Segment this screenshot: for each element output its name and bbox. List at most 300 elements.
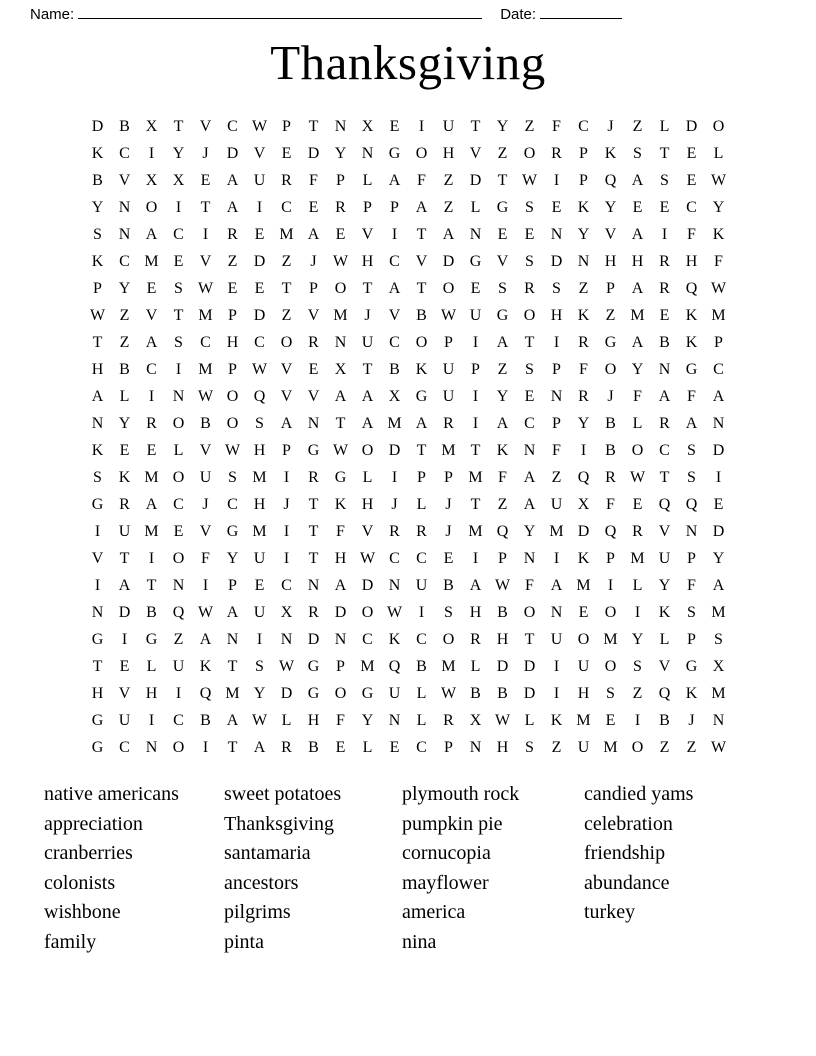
grid-cell[interactable]: T <box>416 442 427 459</box>
grid-cell[interactable]: A <box>361 388 374 405</box>
grid-cell[interactable]: C <box>362 631 373 648</box>
grid-cell[interactable]: G <box>91 712 104 729</box>
grid-cell[interactable]: G <box>307 658 320 675</box>
word-list-item[interactable]: santamaria <box>224 842 311 865</box>
grid-cell[interactable]: M <box>387 415 402 432</box>
grid-cell[interactable]: B <box>146 604 157 621</box>
grid-cell[interactable]: J <box>202 145 209 162</box>
grid-cell[interactable]: V <box>199 442 212 459</box>
grid-cell[interactable]: M <box>360 658 375 675</box>
grid-cell[interactable]: N <box>469 226 482 243</box>
grid-cell[interactable]: T <box>227 739 238 756</box>
grid-cell[interactable]: P <box>417 469 426 486</box>
grid-cell[interactable]: L <box>362 469 373 486</box>
grid-cell[interactable]: A <box>145 496 158 513</box>
grid-cell[interactable]: M <box>468 523 483 540</box>
grid-cell[interactable]: B <box>443 577 454 594</box>
grid-cell[interactable]: H <box>253 442 266 459</box>
grid-cell[interactable]: Q <box>577 469 590 486</box>
grid-cell[interactable]: M <box>279 226 294 243</box>
grid-cell[interactable]: N <box>550 604 563 621</box>
grid-cell[interactable]: O <box>415 334 428 351</box>
grid-cell[interactable]: P <box>336 172 345 189</box>
grid-cell[interactable]: Y <box>361 712 374 729</box>
grid-cell[interactable]: F <box>201 550 210 567</box>
grid-cell[interactable]: A <box>145 226 158 243</box>
grid-cell[interactable]: M <box>441 442 456 459</box>
grid-cell[interactable]: N <box>523 442 536 459</box>
grid-cell[interactable]: C <box>200 334 211 351</box>
grid-cell[interactable]: M <box>711 604 726 621</box>
grid-cell[interactable]: L <box>119 388 130 405</box>
grid-cell[interactable]: R <box>470 631 481 648</box>
grid-cell[interactable]: M <box>549 523 564 540</box>
grid-cell[interactable]: W <box>89 307 106 324</box>
grid-cell[interactable]: E <box>605 712 616 729</box>
grid-cell[interactable]: E <box>389 118 400 135</box>
grid-cell[interactable]: U <box>550 496 563 513</box>
grid-cell[interactable]: N <box>577 253 590 270</box>
grid-cell[interactable]: V <box>469 145 482 162</box>
grid-cell[interactable]: W <box>359 550 376 567</box>
grid-cell[interactable]: N <box>685 523 698 540</box>
grid-cell[interactable]: I <box>715 469 722 486</box>
grid-cell[interactable]: A <box>523 469 536 486</box>
grid-cell[interactable]: P <box>687 550 696 567</box>
grid-cell[interactable]: P <box>714 334 723 351</box>
grid-cell[interactable]: G <box>685 658 698 675</box>
grid-cell[interactable]: K <box>577 199 590 216</box>
grid-cell[interactable]: A <box>631 280 644 297</box>
grid-cell[interactable]: B <box>659 712 670 729</box>
grid-cell[interactable]: W <box>278 658 295 675</box>
grid-cell[interactable]: M <box>144 469 159 486</box>
grid-cell[interactable]: K <box>685 334 698 351</box>
grid-cell[interactable]: C <box>389 334 400 351</box>
grid-cell[interactable]: V <box>199 523 212 540</box>
grid-cell[interactable]: A <box>415 415 428 432</box>
grid-cell[interactable]: V <box>496 253 509 270</box>
grid-cell[interactable]: K <box>577 550 590 567</box>
grid-cell[interactable]: X <box>469 712 482 729</box>
grid-cell[interactable]: Z <box>119 307 130 324</box>
grid-cell[interactable]: P <box>228 307 237 324</box>
grid-cell[interactable]: R <box>308 469 319 486</box>
grid-cell[interactable]: N <box>118 199 131 216</box>
grid-cell[interactable]: M <box>144 523 159 540</box>
grid-cell[interactable]: C <box>389 253 400 270</box>
grid-cell[interactable]: W <box>440 685 457 702</box>
word-list-item[interactable]: ancestors <box>224 871 299 894</box>
date-write-line[interactable] <box>540 6 622 19</box>
grid-cell[interactable]: A <box>226 172 239 189</box>
grid-cell[interactable]: Y <box>118 415 131 432</box>
grid-cell[interactable]: P <box>498 550 507 567</box>
grid-cell[interactable]: I <box>634 712 641 729</box>
grid-cell[interactable]: V <box>658 658 671 675</box>
grid-cell[interactable]: H <box>631 253 644 270</box>
grid-cell[interactable]: R <box>416 523 427 540</box>
grid-cell[interactable]: L <box>281 712 292 729</box>
grid-cell[interactable]: F <box>687 226 696 243</box>
grid-cell[interactable]: Q <box>685 496 698 513</box>
grid-cell[interactable]: V <box>280 388 293 405</box>
grid-cell[interactable]: R <box>524 280 535 297</box>
grid-cell[interactable]: E <box>335 226 346 243</box>
grid-cell[interactable]: Q <box>253 388 266 405</box>
grid-cell[interactable]: Y <box>631 631 644 648</box>
grid-cell[interactable]: U <box>361 334 374 351</box>
grid-cell[interactable]: W <box>710 280 727 297</box>
grid-cell[interactable]: E <box>254 226 265 243</box>
grid-cell[interactable]: Z <box>173 631 184 648</box>
grid-cell[interactable]: W <box>629 469 646 486</box>
grid-cell[interactable]: O <box>604 658 617 675</box>
grid-cell[interactable]: I <box>202 226 209 243</box>
grid-cell[interactable]: Q <box>496 523 509 540</box>
grid-cell[interactable]: G <box>334 469 347 486</box>
grid-cell[interactable]: Y <box>172 145 185 162</box>
grid-cell[interactable]: T <box>308 523 319 540</box>
grid-cell[interactable]: C <box>173 226 184 243</box>
grid-cell[interactable]: B <box>605 415 616 432</box>
grid-cell[interactable]: M <box>441 658 456 675</box>
grid-cell[interactable]: P <box>93 280 102 297</box>
grid-cell[interactable]: O <box>523 145 536 162</box>
grid-cell[interactable]: W <box>197 388 214 405</box>
grid-cell[interactable]: L <box>173 442 184 459</box>
grid-cell[interactable]: D <box>280 685 293 702</box>
grid-cell[interactable]: M <box>576 577 591 594</box>
grid-cell[interactable]: A <box>118 577 131 594</box>
grid-cell[interactable]: T <box>92 658 103 675</box>
grid-cell[interactable]: C <box>227 118 238 135</box>
grid-cell[interactable]: D <box>388 442 401 459</box>
grid-cell[interactable]: V <box>280 361 293 378</box>
grid-cell[interactable]: A <box>334 577 347 594</box>
grid-cell[interactable]: E <box>281 145 292 162</box>
grid-cell[interactable]: E <box>173 253 184 270</box>
grid-cell[interactable]: H <box>685 253 698 270</box>
grid-cell[interactable]: A <box>226 604 239 621</box>
grid-cell[interactable]: R <box>443 712 454 729</box>
grid-cell[interactable]: T <box>416 226 427 243</box>
grid-cell[interactable]: C <box>686 199 697 216</box>
grid-cell[interactable]: F <box>417 172 426 189</box>
grid-cell[interactable]: V <box>658 523 671 540</box>
grid-cell[interactable]: W <box>521 172 538 189</box>
grid-cell[interactable]: E <box>308 361 319 378</box>
grid-cell[interactable]: Y <box>577 226 590 243</box>
grid-cell[interactable]: S <box>93 469 102 486</box>
grid-cell[interactable]: B <box>605 442 616 459</box>
grid-cell[interactable]: O <box>442 631 455 648</box>
grid-cell[interactable]: R <box>632 523 643 540</box>
grid-cell[interactable]: U <box>118 712 131 729</box>
grid-cell[interactable]: T <box>227 658 238 675</box>
grid-cell[interactable]: P <box>444 739 453 756</box>
grid-cell[interactable]: K <box>712 226 725 243</box>
grid-cell[interactable]: I <box>553 658 560 675</box>
grid-cell[interactable]: L <box>632 415 643 432</box>
grid-cell[interactable]: T <box>524 334 535 351</box>
word-list-item[interactable]: friendship <box>584 842 666 865</box>
grid-cell[interactable]: U <box>253 172 266 189</box>
grid-cell[interactable]: J <box>391 496 398 513</box>
grid-cell[interactable]: V <box>604 226 617 243</box>
grid-cell[interactable]: O <box>172 469 185 486</box>
grid-cell[interactable]: I <box>553 550 560 567</box>
grid-cell[interactable]: X <box>172 172 185 189</box>
grid-cell[interactable]: N <box>91 604 104 621</box>
grid-cell[interactable]: I <box>283 550 290 567</box>
grid-cell[interactable]: I <box>418 604 425 621</box>
grid-cell[interactable]: K <box>550 712 563 729</box>
grid-cell[interactable]: K <box>91 145 104 162</box>
grid-cell[interactable]: T <box>308 550 319 567</box>
grid-cell[interactable]: X <box>361 118 374 135</box>
grid-cell[interactable]: O <box>172 550 185 567</box>
grid-cell[interactable]: G <box>361 685 374 702</box>
grid-cell[interactable]: A <box>712 388 725 405</box>
grid-cell[interactable]: N <box>280 631 293 648</box>
grid-cell[interactable]: R <box>281 172 292 189</box>
grid-cell[interactable]: D <box>442 253 455 270</box>
grid-cell[interactable]: Y <box>712 550 725 567</box>
grid-cell[interactable]: L <box>416 712 427 729</box>
grid-cell[interactable]: D <box>253 307 266 324</box>
grid-cell[interactable]: O <box>226 415 239 432</box>
grid-cell[interactable]: I <box>580 442 587 459</box>
grid-cell[interactable]: M <box>576 712 591 729</box>
grid-cell[interactable]: A <box>91 388 104 405</box>
grid-cell[interactable]: A <box>145 334 158 351</box>
grid-cell[interactable]: I <box>283 523 290 540</box>
grid-cell[interactable]: Y <box>496 118 509 135</box>
grid-cell[interactable]: I <box>391 226 398 243</box>
grid-cell[interactable]: D <box>523 685 536 702</box>
grid-cell[interactable]: O <box>172 415 185 432</box>
grid-cell[interactable]: I <box>148 145 155 162</box>
grid-cell[interactable]: R <box>119 496 130 513</box>
grid-cell[interactable]: O <box>577 631 590 648</box>
grid-cell[interactable]: B <box>470 685 481 702</box>
grid-cell[interactable]: T <box>470 496 481 513</box>
grid-cell[interactable]: G <box>307 685 320 702</box>
grid-cell[interactable]: T <box>470 118 481 135</box>
grid-cell[interactable]: W <box>332 442 349 459</box>
grid-cell[interactable]: C <box>578 118 589 135</box>
grid-cell[interactable]: S <box>255 658 264 675</box>
grid-cell[interactable]: V <box>145 307 158 324</box>
grid-cell[interactable]: G <box>307 442 320 459</box>
grid-cell[interactable]: I <box>607 577 614 594</box>
grid-cell[interactable]: L <box>470 658 481 675</box>
grid-cell[interactable]: E <box>443 550 454 567</box>
grid-cell[interactable]: A <box>442 226 455 243</box>
grid-cell[interactable]: P <box>552 415 561 432</box>
grid-cell[interactable]: E <box>227 280 238 297</box>
grid-cell[interactable]: G <box>415 388 428 405</box>
grid-cell[interactable]: D <box>253 253 266 270</box>
grid-cell[interactable]: E <box>659 199 670 216</box>
grid-cell[interactable]: Z <box>281 307 292 324</box>
grid-cell[interactable]: A <box>307 226 320 243</box>
grid-cell[interactable]: K <box>118 469 131 486</box>
grid-cell[interactable]: Z <box>551 739 562 756</box>
grid-cell[interactable]: J <box>364 307 371 324</box>
grid-cell[interactable]: I <box>472 334 479 351</box>
grid-cell[interactable]: O <box>280 334 293 351</box>
grid-cell[interactable]: I <box>283 469 290 486</box>
grid-cell[interactable]: S <box>525 199 534 216</box>
grid-cell[interactable]: V <box>361 226 374 243</box>
grid-cell[interactable]: E <box>713 496 724 513</box>
grid-cell[interactable]: H <box>307 712 320 729</box>
grid-cell[interactable]: E <box>686 145 697 162</box>
grid-cell[interactable]: F <box>606 496 615 513</box>
word-list-item[interactable]: cranberries <box>44 842 133 865</box>
grid-cell[interactable]: O <box>334 685 347 702</box>
grid-cell[interactable]: N <box>307 577 320 594</box>
grid-cell[interactable]: G <box>91 631 104 648</box>
grid-cell[interactable]: Z <box>659 739 670 756</box>
grid-cell[interactable]: P <box>579 145 588 162</box>
grid-cell[interactable]: J <box>202 496 209 513</box>
grid-cell[interactable]: M <box>252 469 267 486</box>
grid-cell[interactable]: R <box>308 604 319 621</box>
grid-cell[interactable]: B <box>416 307 427 324</box>
grid-cell[interactable]: G <box>226 523 239 540</box>
grid-cell[interactable]: T <box>281 280 292 297</box>
word-list-item[interactable]: mayflower <box>402 871 489 894</box>
grid-cell[interactable]: E <box>308 199 319 216</box>
grid-cell[interactable]: L <box>632 577 643 594</box>
grid-cell[interactable]: K <box>415 361 428 378</box>
grid-cell[interactable]: B <box>497 685 508 702</box>
grid-cell[interactable]: X <box>334 361 347 378</box>
grid-cell[interactable]: F <box>552 442 561 459</box>
grid-cell[interactable]: A <box>388 280 401 297</box>
grid-cell[interactable]: Q <box>388 658 401 675</box>
grid-cell[interactable]: M <box>630 550 645 567</box>
grid-cell[interactable]: E <box>524 226 535 243</box>
grid-cell[interactable]: E <box>632 199 643 216</box>
grid-cell[interactable]: F <box>687 388 696 405</box>
grid-cell[interactable]: K <box>496 442 509 459</box>
grid-cell[interactable]: Q <box>604 523 617 540</box>
grid-cell[interactable]: A <box>631 334 644 351</box>
grid-cell[interactable]: W <box>494 712 511 729</box>
grid-cell[interactable]: U <box>118 523 131 540</box>
grid-cell[interactable]: B <box>389 361 400 378</box>
grid-cell[interactable]: C <box>281 199 292 216</box>
grid-cell[interactable]: G <box>604 334 617 351</box>
word-list-item[interactable]: america <box>402 901 466 924</box>
grid-cell[interactable]: J <box>607 118 614 135</box>
grid-cell[interactable]: O <box>604 361 617 378</box>
grid-cell[interactable]: Z <box>443 172 454 189</box>
grid-cell[interactable]: O <box>523 307 536 324</box>
grid-cell[interactable]: P <box>282 118 291 135</box>
grid-cell[interactable]: M <box>711 307 726 324</box>
grid-cell[interactable]: Y <box>577 415 590 432</box>
grid-cell[interactable]: J <box>688 712 695 729</box>
grid-cell[interactable]: S <box>93 226 102 243</box>
grid-cell[interactable]: K <box>658 604 671 621</box>
grid-cell[interactable]: S <box>606 685 615 702</box>
grid-cell[interactable]: P <box>579 172 588 189</box>
grid-cell[interactable]: N <box>550 226 563 243</box>
grid-cell[interactable]: R <box>578 388 589 405</box>
grid-cell[interactable]: D <box>523 658 536 675</box>
grid-cell[interactable]: E <box>389 739 400 756</box>
grid-cell[interactable]: U <box>253 604 266 621</box>
grid-cell[interactable]: Z <box>227 253 238 270</box>
grid-cell[interactable]: Y <box>226 550 239 567</box>
grid-cell[interactable]: X <box>712 658 725 675</box>
grid-cell[interactable]: K <box>577 307 590 324</box>
grid-cell[interactable]: L <box>524 712 535 729</box>
grid-cell[interactable]: V <box>118 172 131 189</box>
grid-cell[interactable]: K <box>685 307 698 324</box>
grid-cell[interactable]: M <box>333 307 348 324</box>
grid-cell[interactable]: R <box>281 739 292 756</box>
grid-cell[interactable]: Y <box>334 145 347 162</box>
grid-cell[interactable]: H <box>496 631 509 648</box>
grid-cell[interactable]: U <box>550 631 563 648</box>
grid-cell[interactable]: C <box>659 442 670 459</box>
grid-cell[interactable]: C <box>119 739 130 756</box>
grid-cell[interactable]: W <box>197 604 214 621</box>
grid-cell[interactable]: A <box>469 577 482 594</box>
grid-cell[interactable]: C <box>416 739 427 756</box>
word-list-item[interactable]: pilgrims <box>224 901 291 924</box>
grid-cell[interactable]: P <box>606 550 615 567</box>
grid-cell[interactable]: A <box>334 388 347 405</box>
grid-cell[interactable]: H <box>604 253 617 270</box>
grid-cell[interactable]: I <box>553 172 560 189</box>
grid-cell[interactable]: I <box>175 685 182 702</box>
grid-cell[interactable]: H <box>145 685 158 702</box>
grid-cell[interactable]: C <box>416 631 427 648</box>
grid-cell[interactable]: S <box>525 361 534 378</box>
grid-cell[interactable]: I <box>553 685 560 702</box>
grid-cell[interactable]: D <box>307 631 320 648</box>
grid-cell[interactable]: B <box>416 658 427 675</box>
grid-cell[interactable]: F <box>579 361 588 378</box>
grid-cell[interactable]: D <box>496 658 509 675</box>
grid-cell[interactable]: M <box>225 685 240 702</box>
grid-cell[interactable]: M <box>144 253 159 270</box>
grid-cell[interactable]: E <box>254 577 265 594</box>
grid-cell[interactable]: U <box>388 685 401 702</box>
grid-cell[interactable]: W <box>494 577 511 594</box>
grid-cell[interactable]: C <box>713 361 724 378</box>
word-list-item[interactable]: celebration <box>584 812 673 835</box>
grid-cell[interactable]: Z <box>497 145 508 162</box>
grid-cell[interactable]: Y <box>604 199 617 216</box>
grid-cell[interactable]: U <box>199 469 212 486</box>
grid-cell[interactable]: D <box>226 145 239 162</box>
word-list-item[interactable]: Thanksgiving <box>224 812 334 835</box>
grid-cell[interactable]: G <box>91 496 104 513</box>
grid-cell[interactable]: Z <box>632 685 643 702</box>
grid-cell[interactable]: A <box>712 577 725 594</box>
grid-cell[interactable]: P <box>471 361 480 378</box>
grid-cell[interactable]: D <box>361 577 374 594</box>
grid-cell[interactable]: Q <box>685 280 698 297</box>
